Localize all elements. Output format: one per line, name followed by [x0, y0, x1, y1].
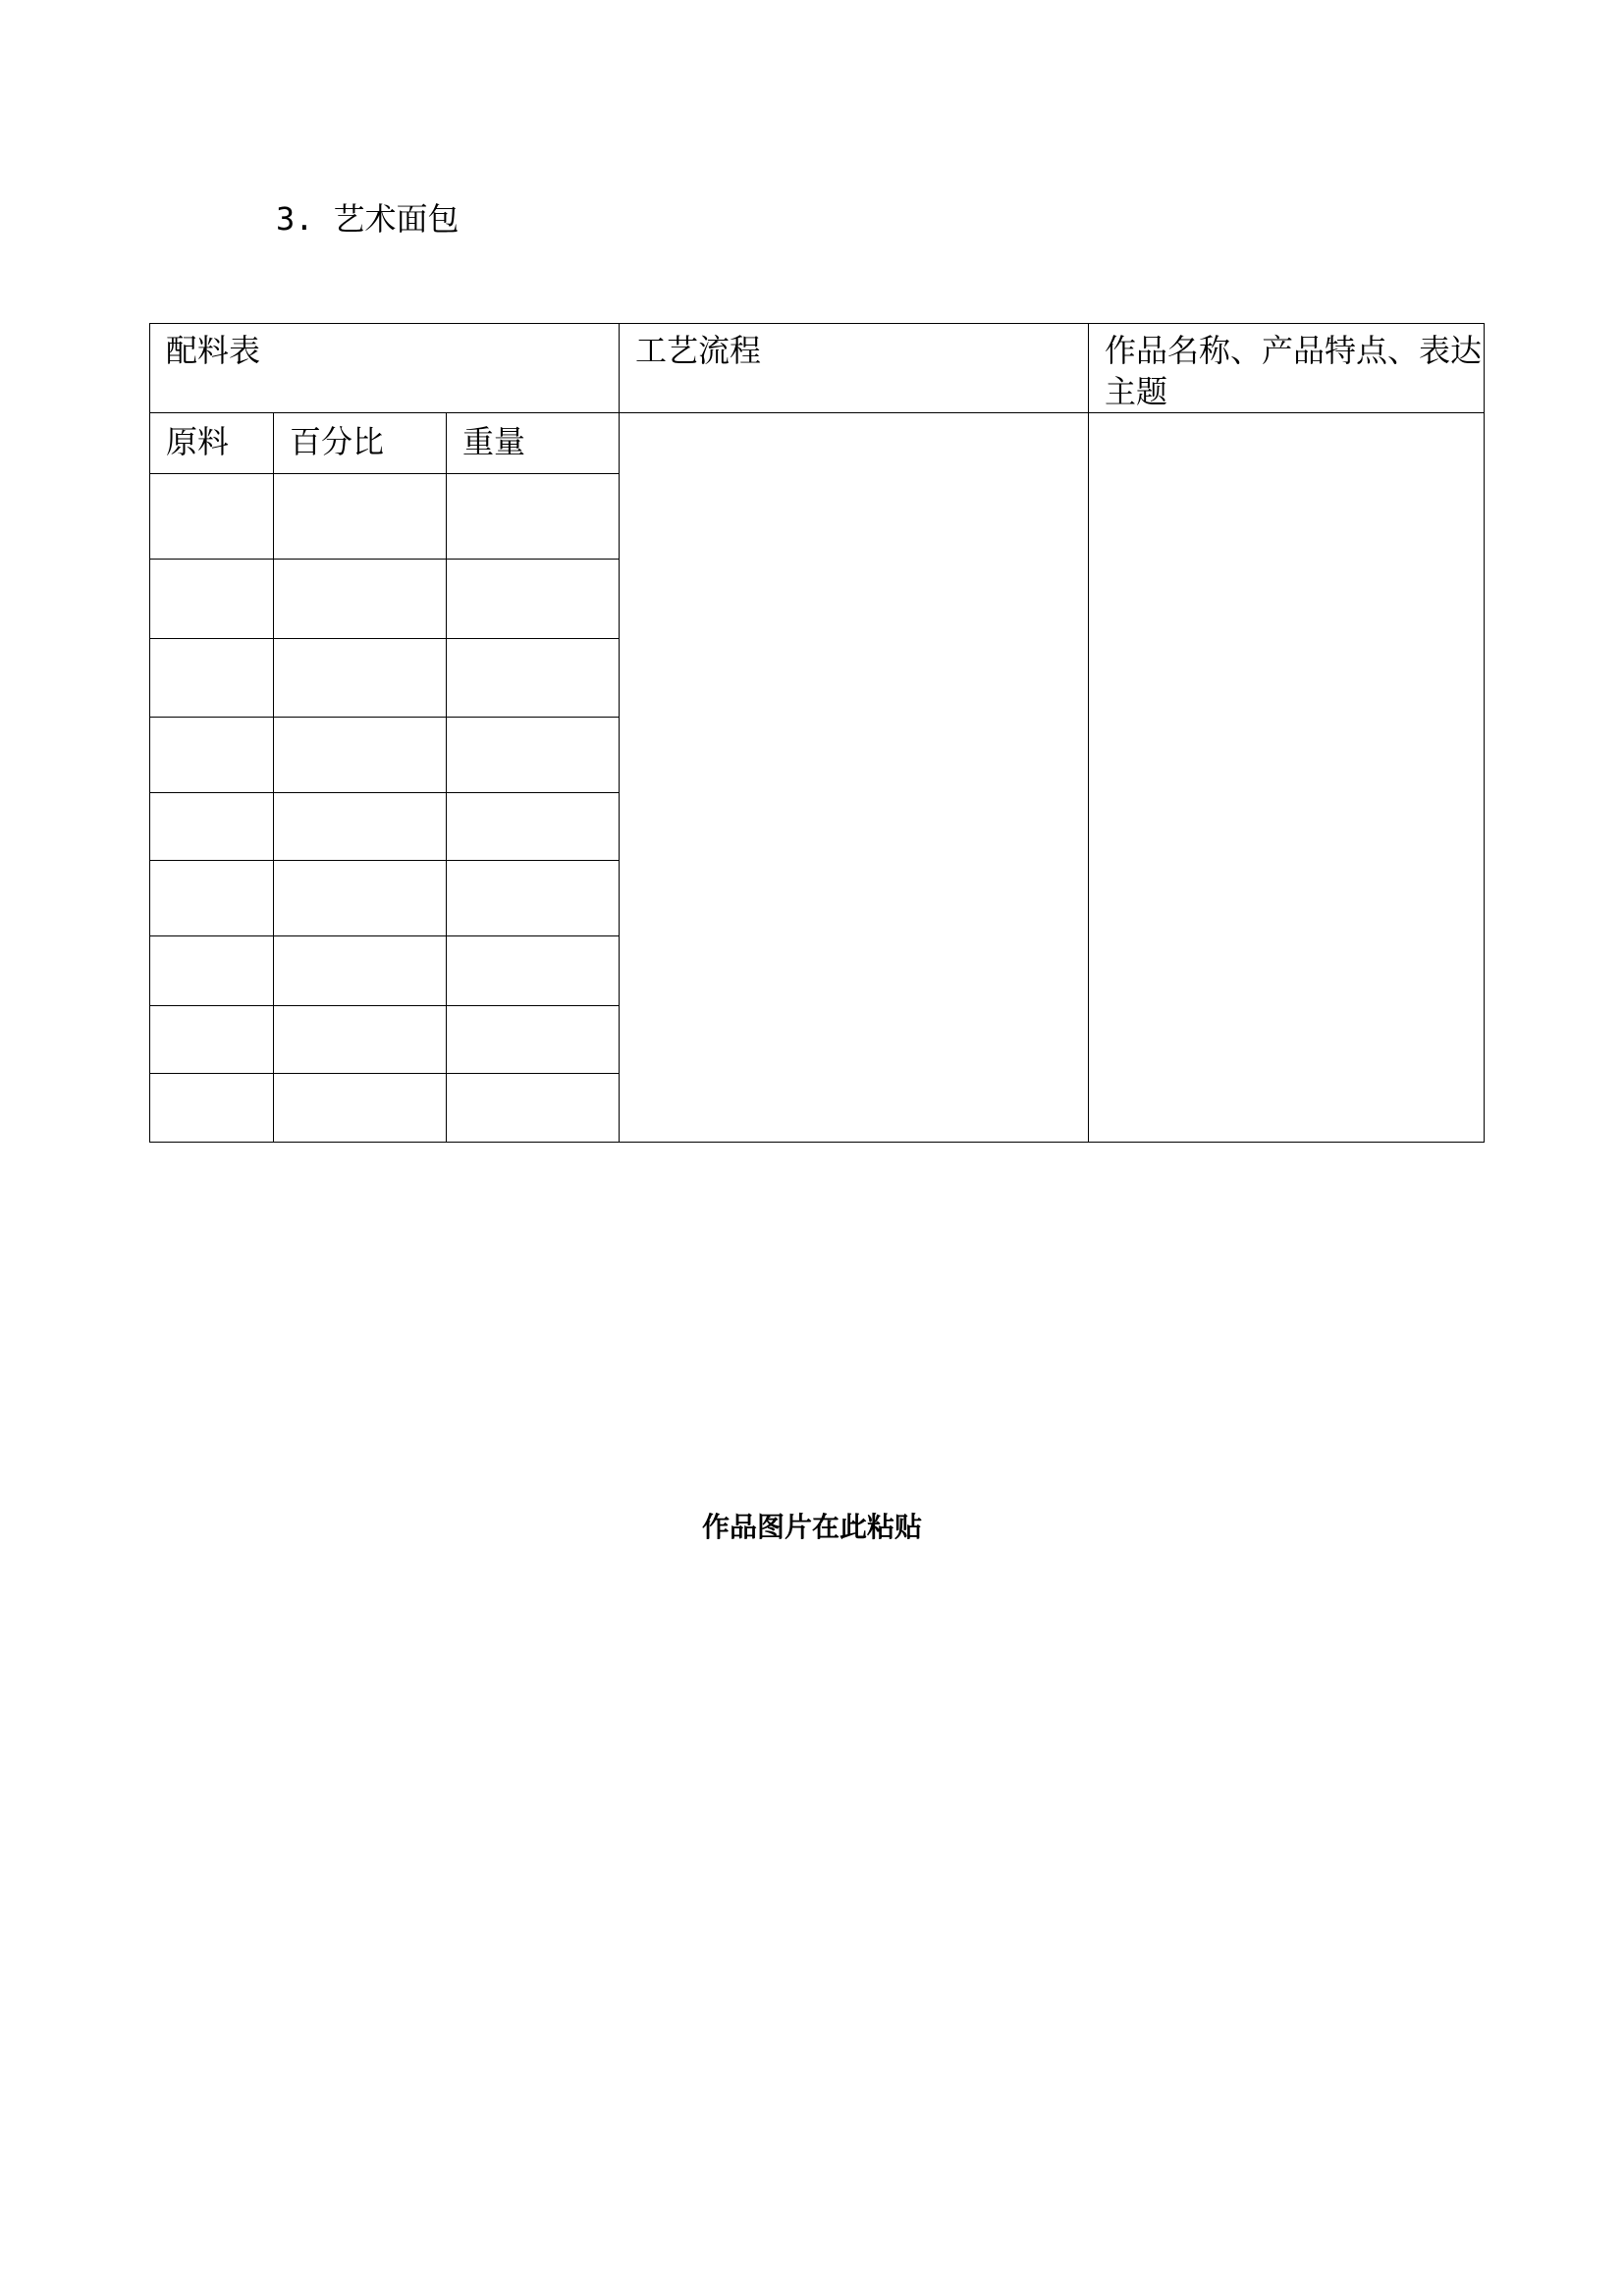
section-number: 3.: [276, 200, 314, 238]
recipe-table: [149, 323, 1485, 1143]
table-header-row: [150, 324, 1485, 413]
percentage-cell[interactable]: [274, 1006, 447, 1074]
work-info-content-cell[interactable]: [1089, 413, 1485, 1143]
percentage-cell[interactable]: [274, 639, 447, 718]
section-heading: [276, 195, 460, 242]
process-header: 工艺流程: [620, 324, 1089, 413]
percentage-cell[interactable]: [274, 861, 447, 936]
ingredient-cell[interactable]: [150, 560, 274, 639]
column-header-weight: 重量: [447, 413, 620, 474]
weight-cell[interactable]: [447, 474, 620, 560]
percentage-cell[interactable]: [274, 718, 447, 793]
ingredient-cell[interactable]: [150, 474, 274, 560]
ingredient-cell[interactable]: [150, 1006, 274, 1074]
ingredients-header: 配料表: [150, 324, 620, 413]
work-info-header: 作品名称、产品特点、表达主题: [1089, 324, 1485, 413]
section-title: 艺术面包: [333, 200, 460, 238]
weight-cell[interactable]: [447, 1006, 620, 1074]
ingredient-cell[interactable]: [150, 639, 274, 718]
weight-cell[interactable]: [447, 1074, 620, 1143]
column-header-row: [150, 413, 1485, 474]
percentage-cell[interactable]: [274, 560, 447, 639]
image-paste-area-label: 作品图片在此粘贴: [701, 1511, 922, 1543]
weight-cell[interactable]: [447, 639, 620, 718]
weight-cell[interactable]: [447, 793, 620, 861]
process-content-cell[interactable]: [620, 413, 1089, 1143]
ingredient-cell[interactable]: [150, 936, 274, 1006]
column-header-percentage: 百分比: [274, 413, 447, 474]
ingredient-cell[interactable]: [150, 861, 274, 936]
weight-cell[interactable]: [447, 936, 620, 1006]
weight-cell[interactable]: [447, 861, 620, 936]
percentage-cell[interactable]: [274, 474, 447, 560]
weight-cell[interactable]: [447, 718, 620, 793]
column-header-ingredient: 原料: [150, 413, 274, 474]
percentage-cell[interactable]: [274, 936, 447, 1006]
ingredient-cell[interactable]: [150, 793, 274, 861]
ingredient-cell[interactable]: [150, 1074, 274, 1143]
ingredient-cell[interactable]: [150, 718, 274, 793]
percentage-cell[interactable]: [274, 1074, 447, 1143]
weight-cell[interactable]: [447, 560, 620, 639]
percentage-cell[interactable]: [274, 793, 447, 861]
